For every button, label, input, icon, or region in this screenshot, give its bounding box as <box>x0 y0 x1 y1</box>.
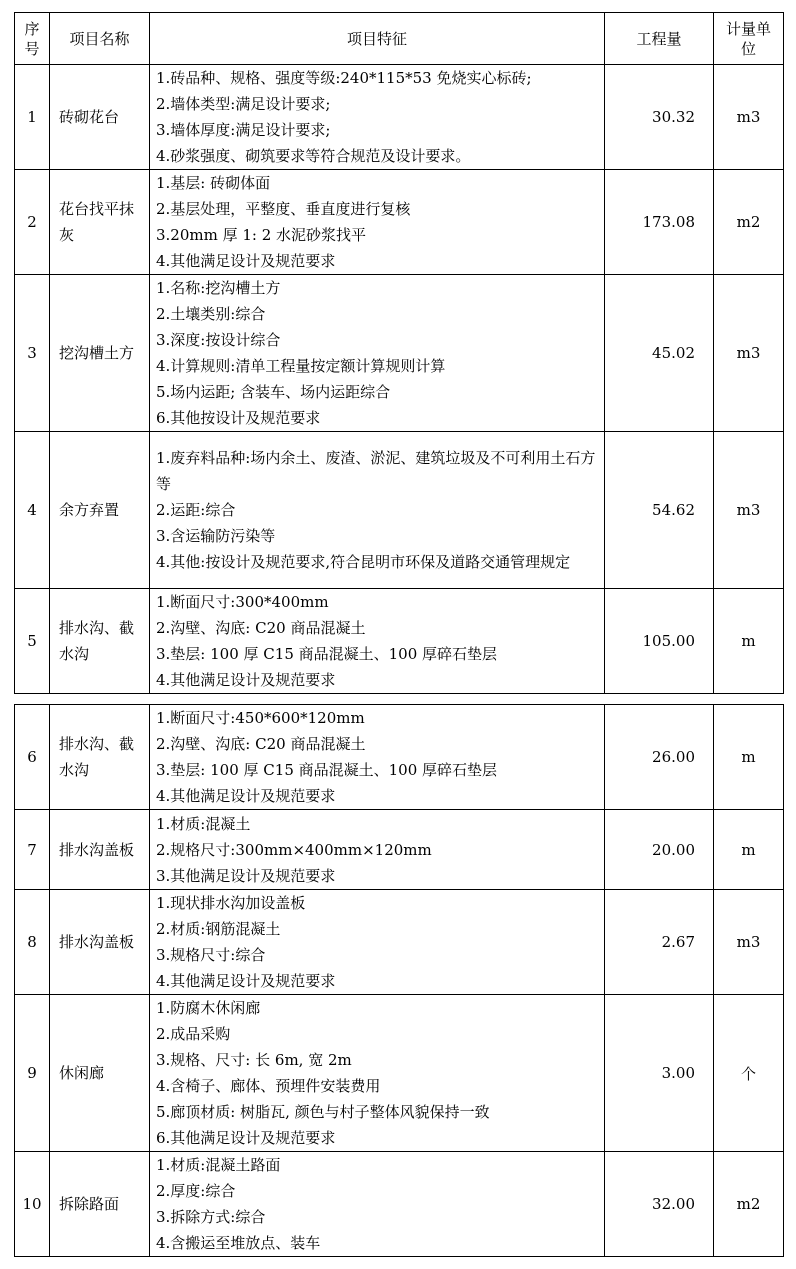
item-quantity: 20.00 <box>605 810 714 890</box>
feature-line: 1.材质:混凝土 <box>156 814 251 833</box>
item-features <box>150 705 605 810</box>
feature-line: 3.墙体厚度:满足设计要求; <box>156 121 331 139</box>
item-features <box>150 170 605 275</box>
feature-line: 1.砖品种、规格、强度等级:240*115*53 免烧实心标砖; <box>156 69 532 87</box>
item-features <box>150 890 605 995</box>
table-header-row <box>15 13 784 65</box>
feature-line: 4.其他:按设计及规范要求,符合昆明市环保及道路交通管理规定 <box>156 553 571 571</box>
item-unit: m <box>714 705 784 810</box>
table-row <box>15 705 784 810</box>
feature-line: 5.场内运距; 含装车、场内运距综合 <box>156 383 391 401</box>
feature-line: 4.其他满足设计及规范要求 <box>156 787 336 805</box>
feature-line: 3.垫层: 100 厚 C15 商品混凝土、100 厚碎石垫层 <box>156 761 498 779</box>
feature-line: 1.名称:挖沟槽土方 <box>156 279 281 297</box>
item-quantity: 26.00 <box>605 705 714 810</box>
feature-line: 2.规格尺寸:300mm×400mm×120mm <box>156 840 432 859</box>
item-quantity: 45.02 <box>605 275 714 432</box>
table-row <box>15 65 784 170</box>
item-name: 排水沟、截水沟 <box>50 705 150 810</box>
feature-line: 1.断面尺寸:450*600*120mm <box>156 709 365 727</box>
feature-line: 2.墙体类型:满足设计要求; <box>156 95 331 113</box>
item-unit: m2 <box>714 1152 784 1257</box>
feature-line: 2.运距:综合 <box>156 501 236 519</box>
feature-line: 3.20mm 厚 1: 2 水泥砂浆找平 <box>156 226 367 244</box>
feature-line: 4.其他满足设计及规范要求 <box>156 671 336 689</box>
item-name: 排水沟盖板 <box>50 810 150 890</box>
item-name: 砖砌花台 <box>50 65 150 170</box>
feature-line: 3.垫层: 100 厚 C15 商品混凝土、100 厚碎石垫层 <box>156 645 498 663</box>
row-number: 10 <box>15 1152 50 1257</box>
feature-line: 2.基层处理，平整度、垂直度进行复核 <box>156 200 411 218</box>
feature-line: 2.成品采购 <box>156 1025 231 1043</box>
feature-line: 2.材质:钢筋混凝土 <box>156 920 281 938</box>
row-number: 8 <box>15 890 50 995</box>
feature-line: 3.拆除方式:综合 <box>156 1208 266 1226</box>
item-name: 挖沟槽土方 <box>50 275 150 432</box>
table-row <box>15 890 784 995</box>
item-features <box>150 65 605 170</box>
feature-line: 3.深度:按设计综合 <box>156 331 281 349</box>
item-quantity: 2.67 <box>605 890 714 995</box>
item-features <box>150 275 605 432</box>
row-number: 5 <box>15 589 50 694</box>
feature-line: 3.规格、尺寸: 长 6m, 宽 2m <box>156 1051 352 1069</box>
item-name: 余方弃置 <box>50 432 150 589</box>
row-number: 9 <box>15 995 50 1152</box>
feature-line: 6.其他按设计及规范要求 <box>156 409 321 427</box>
item-name: 花台找平抹灰 <box>50 170 150 275</box>
table-row <box>15 170 784 275</box>
feature-line: 2.沟壁、沟底: C20 商品混凝土 <box>156 619 366 637</box>
feature-line: 1.现状排水沟加设盖板 <box>156 894 306 912</box>
feature-line: 4.计算规则:清单工程量按定额计算规则计算 <box>156 357 446 375</box>
boq-table-bottom <box>14 704 784 1257</box>
header-no: 序号 <box>15 13 50 65</box>
item-name: 拆除路面 <box>50 1152 150 1257</box>
item-unit: m3 <box>714 432 784 589</box>
table-row <box>15 432 784 589</box>
item-name: 排水沟、截水沟 <box>50 589 150 694</box>
header-feature: 项目特征 <box>150 13 605 65</box>
feature-line: 6.其他满足设计及规范要求 <box>156 1129 336 1147</box>
item-unit: m2 <box>714 170 784 275</box>
feature-line: 4.其他满足设计及规范要求 <box>156 252 336 270</box>
feature-line: 4.含椅子、廊体、预埋件安装费用 <box>156 1077 381 1095</box>
header-quantity: 工程量 <box>605 13 714 65</box>
feature-line: 4.砂浆强度、砌筑要求等符合规范及设计要求。 <box>156 147 471 165</box>
feature-line: 5.廊顶材质: 树脂瓦, 颜色与村子整体风貌保持一致 <box>156 1103 490 1121</box>
item-name: 排水沟盖板 <box>50 890 150 995</box>
item-quantity: 32.00 <box>605 1152 714 1257</box>
item-unit: 个 <box>714 995 784 1152</box>
item-name: 休闲廊 <box>50 995 150 1152</box>
row-number: 1 <box>15 65 50 170</box>
boq-table-top <box>14 12 784 694</box>
table-row <box>15 275 784 432</box>
item-features <box>150 432 605 589</box>
feature-line: 1.材质:混凝土路面 <box>156 1156 281 1174</box>
item-features <box>150 810 605 890</box>
row-number: 7 <box>15 810 50 890</box>
feature-line: 1.防腐木休闲廊 <box>156 999 261 1017</box>
feature-line: 1.废弃料品种:场内余土、废渣、淤泥、建筑垃圾及不可利用土石方等 <box>156 449 596 493</box>
header-name: 项目名称 <box>50 13 150 65</box>
item-quantity: 173.08 <box>605 170 714 275</box>
feature-line: 4.含搬运至堆放点、装车 <box>156 1234 321 1252</box>
table-row <box>15 810 784 890</box>
feature-line: 4.其他满足设计及规范要求 <box>156 972 336 990</box>
table-row <box>15 1152 784 1257</box>
feature-line: 3.含运输防污染等 <box>156 527 276 545</box>
feature-line: 2.沟壁、沟底: C20 商品混凝土 <box>156 735 366 753</box>
feature-line: 3.其他满足设计及规范要求 <box>156 866 336 885</box>
table-row <box>15 995 784 1152</box>
row-number: 4 <box>15 432 50 589</box>
feature-line: 2.厚度:综合 <box>156 1182 236 1200</box>
feature-line: 1.基层: 砖砌体面 <box>156 174 271 192</box>
item-unit: m3 <box>714 65 784 170</box>
item-quantity: 54.62 <box>605 432 714 589</box>
feature-line: 3.规格尺寸:综合 <box>156 946 266 964</box>
item-unit: m <box>714 589 784 694</box>
feature-line: 1.断面尺寸:300*400mm <box>156 593 329 611</box>
feature-line: 2.土壤类别:综合 <box>156 305 266 323</box>
item-unit: m3 <box>714 890 784 995</box>
item-unit: m3 <box>714 275 784 432</box>
item-quantity: 3.00 <box>605 995 714 1152</box>
item-unit: m <box>714 810 784 890</box>
row-number: 6 <box>15 705 50 810</box>
table-row <box>15 589 784 694</box>
item-quantity: 30.32 <box>605 65 714 170</box>
row-number: 3 <box>15 275 50 432</box>
item-features <box>150 995 605 1152</box>
item-features <box>150 589 605 694</box>
item-quantity: 105.00 <box>605 589 714 694</box>
item-features <box>150 1152 605 1257</box>
row-number: 2 <box>15 170 50 275</box>
header-unit: 计量单位 <box>714 13 784 65</box>
